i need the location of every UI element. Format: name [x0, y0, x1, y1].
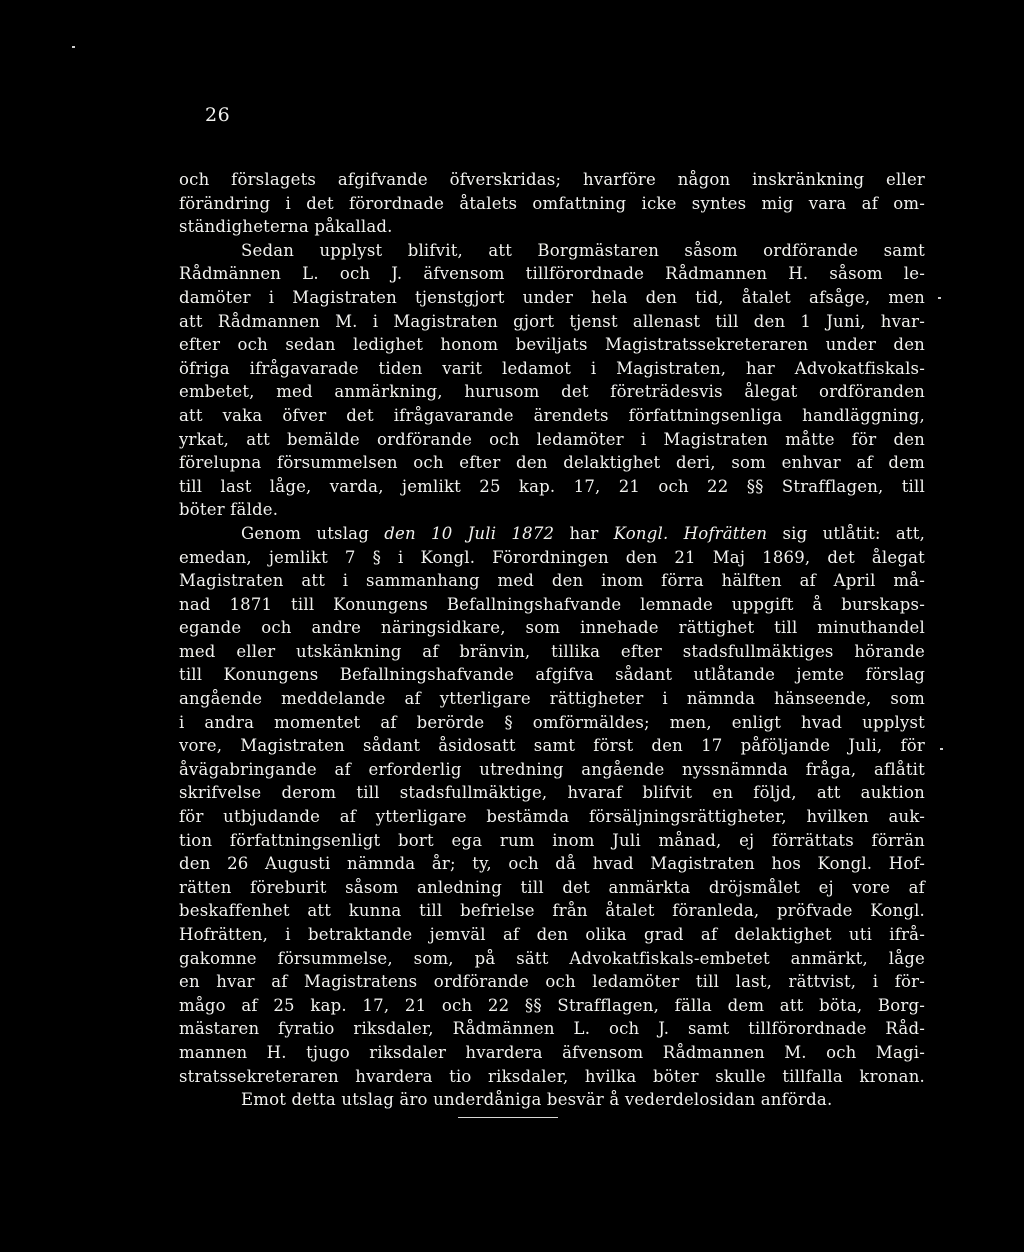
text-line: embetet, med anmärkning, hurusom det företrädesvis ålegat ordföranden	[179, 382, 925, 402]
text-line: mågo af 25 kap. 17, 21 och 22 §§ Strafflagen, fälla dem att böta, Borg-	[179, 995, 925, 1015]
text-line: Emot detta utslag äro underdåniga besvär å vederdelosidan anförda.	[241, 1090, 833, 1110]
text-line: egande och andre näringsidkare, som innehade rättighet till minuthandel	[179, 618, 925, 638]
text-line: Rådmännen L. och J. äfvensom tillförordnade Rådmannen H. såsom le-	[179, 264, 925, 284]
text-line: den 26 Augusti nämnda år; ty, och då hvad Magistraten hos Kongl. Hof-	[179, 854, 925, 874]
text-line: emedan, jemlikt 7 § i Kongl. Förordningen den 21 Maj 1869, det ålegat	[179, 547, 925, 567]
text-line: till Konungens Befallningshafvande afgifva sådant utlåtande jemte förslag	[179, 665, 925, 685]
text-line: mannen H. tjugo riksdaler hvardera äfvensom Rådmannen M. och Magi-	[179, 1042, 925, 1062]
judgement-intro: Genom utslag	[241, 523, 369, 543]
text-line: vore, Magistraten sådant åsidosatt samt först den 17 påföljande Juli, för	[179, 736, 925, 756]
text-line: yrkat, att bemälde ordförande och ledamöter i Magistraten måtte för den	[179, 429, 925, 449]
text-line: damöter i Magistraten tjenstgjort under hela den tid, åtalet afsåge, men	[179, 287, 925, 307]
judgement-date: den 10 Juli 1872	[384, 523, 555, 543]
scan-speck	[938, 297, 941, 299]
text-line: att vaka öfver det ifrågavarande ärendets författningsenliga handläggning,	[179, 405, 925, 425]
body-text	[179, 168, 925, 1112]
text-line: och förslagets afgifvande öfverskridas; hvarföre någon inskränkning eller	[179, 170, 925, 189]
text-line: rätten föreburit såsom anledning till det anmärkta dröjsmålet ej vore af	[179, 877, 925, 897]
text-line: en hvar af Magistratens ordförande och ledamöter till last, rättvist, i för-	[179, 972, 925, 992]
text-line: angående meddelande af ytterligare rättigheter i nämnda hänseende, som	[179, 689, 925, 709]
text-line: förändring i det förordnade åtalets omfattning icke syntes mig vara af om-	[179, 193, 925, 213]
text-line: i andra momentet af berörde § omförmäldes; men, enligt hvad upplyst	[179, 712, 925, 732]
text-line: gakomne försummelse, som, på sätt Advokatfiskals-embetet anmärkt, låge	[179, 948, 925, 968]
text-line: mästaren fyratio riksdaler, Rådmännen L. och J. samt tillförordnade Råd-	[179, 1019, 925, 1039]
text-line: Hofrätten, i betraktande jemväl af den olika grad af delaktighet uti ifrå-	[179, 925, 925, 944]
judgement-line	[179, 522, 925, 546]
scan-speck	[940, 748, 943, 750]
text-line: efter och sedan ledighet honom beviljats Magistratssekreteraren under den	[179, 335, 925, 355]
text-line: för utbjudande af ytterligare bestämda försäljningsrättigheter, hvilken auk-	[179, 807, 925, 827]
text-line: förelupna försummelsen och efter den delaktighet deri, som enhvar af dem	[179, 453, 925, 473]
text-line: med eller utskänkning af bränvin, tillika efter stadsfullmäktiges hörande	[179, 641, 925, 661]
text-line: öfriga ifrågavarade tiden varit ledamot i Magistraten, har Advokatfiskals-	[179, 358, 925, 378]
text-line: böter fälde.	[179, 500, 279, 520]
text-line: Magistraten att i sammanhang med den inom förra hälften af April må-	[179, 571, 925, 591]
text-line: åvägabringande af erforderlig utredning angående nyssnämnda fråga, aflåtit	[179, 759, 925, 779]
judgement-court: Kongl. Hofrätten	[613, 523, 768, 543]
text-line: ständigheterna påkallad.	[179, 217, 393, 237]
text-line: att Rådmannen M. i Magistraten gjort tjenst allenast till den 1 Juni, hvar-	[179, 311, 925, 331]
text-line: till last låge, varda, jemlikt 25 kap. 17, 21 och 22 §§ Strafflagen, till	[179, 476, 925, 496]
page-number: 26	[205, 104, 231, 126]
text-line: Sedan upplyst blifvit, att Borgmästaren såsom ordförande samt	[241, 240, 925, 260]
text-line: tion författningsenligt bort ega rum inom Juli månad, ej förrättats förrän	[179, 830, 925, 850]
judgement-mid: har	[569, 523, 599, 543]
text-line: stratssekreteraren hvardera tio riksdaler, hvilka böter skulle tillfalla kronan.	[179, 1066, 925, 1086]
text-line: skrifvelse derom till stadsfullmäktige, hvaraf blifvit en följd, att auktion	[179, 783, 925, 803]
judgement-tail: sig utlåtit: att,	[782, 523, 926, 543]
text-line: nad 1871 till Konungens Befallningshafvande lemnade uppgift å burskaps-	[179, 594, 925, 614]
scan-speck	[72, 46, 75, 48]
closing-rule	[458, 1117, 558, 1118]
text-line: beskaffenhet att kunna till befrielse från åtalet föranleda, pröfvade Kongl.	[179, 901, 925, 921]
